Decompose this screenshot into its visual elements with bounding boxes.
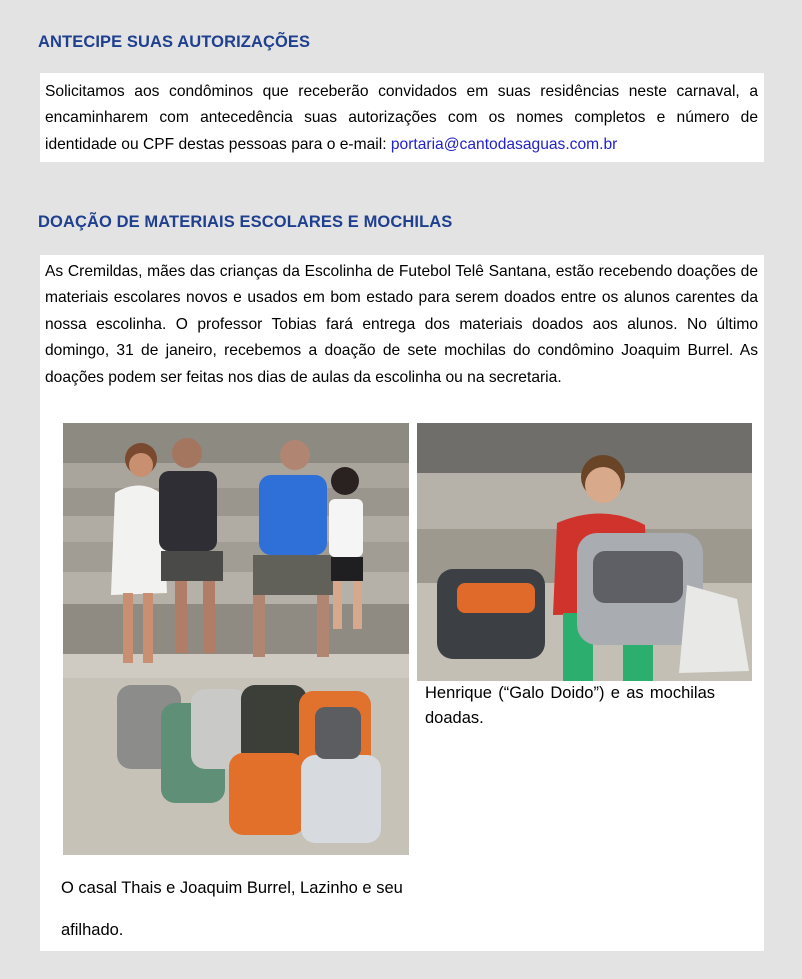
doacao-text: As Cremildas, mães das crianças da Escolinha de Futebol Telê Santana, estão recebendo doações de materiais escolares novos e usados em bom estado para serem doados entre os alunos carentes da nossa escolinha. O professor Tobias fará entrega dos materiais doados aos alunos. No último domingo, 31 de janeiro, recebemos a doação de sete mochilas do condômino Joaquim Burrel. As doações podem ser feitas nos dias de aulas da escolinha ou na secretaria.	[45, 263, 758, 386]
photo-donors	[63, 423, 409, 855]
section-title-autorizacoes: ANTECIPE SUAS AUTORIZAÇÕES	[38, 33, 311, 51]
photo-henrique-image	[417, 423, 752, 681]
photo-henrique	[417, 423, 752, 681]
autorizacoes-text	[45, 79, 758, 158]
autorizacoes-body: Solicitamos aos condôminos que receberão convidados em suas residências neste carnaval, a encaminharem com antecedência suas autorizações com os nomes completos e número de identidade ou CPF destas pessoas para o e-mail:	[45, 83, 758, 153]
photo-donors-caption: O casal Thais e Joaquim Burrel, Lazinho e seu afilhado.	[61, 879, 403, 939]
doacao-box	[40, 255, 764, 951]
email-link[interactable]: portaria@cantodasaguas.com.br	[390, 135, 618, 153]
photo-donors-image	[63, 423, 409, 855]
autorizacoes-box	[40, 73, 764, 162]
section-title-doacao: DOAÇÃO DE MATERIAIS ESCOLARES E MOCHILAS	[38, 213, 453, 231]
photo-henrique-caption: Henrique (“Galo Doido”) e as mochilas doadas.	[425, 684, 715, 727]
